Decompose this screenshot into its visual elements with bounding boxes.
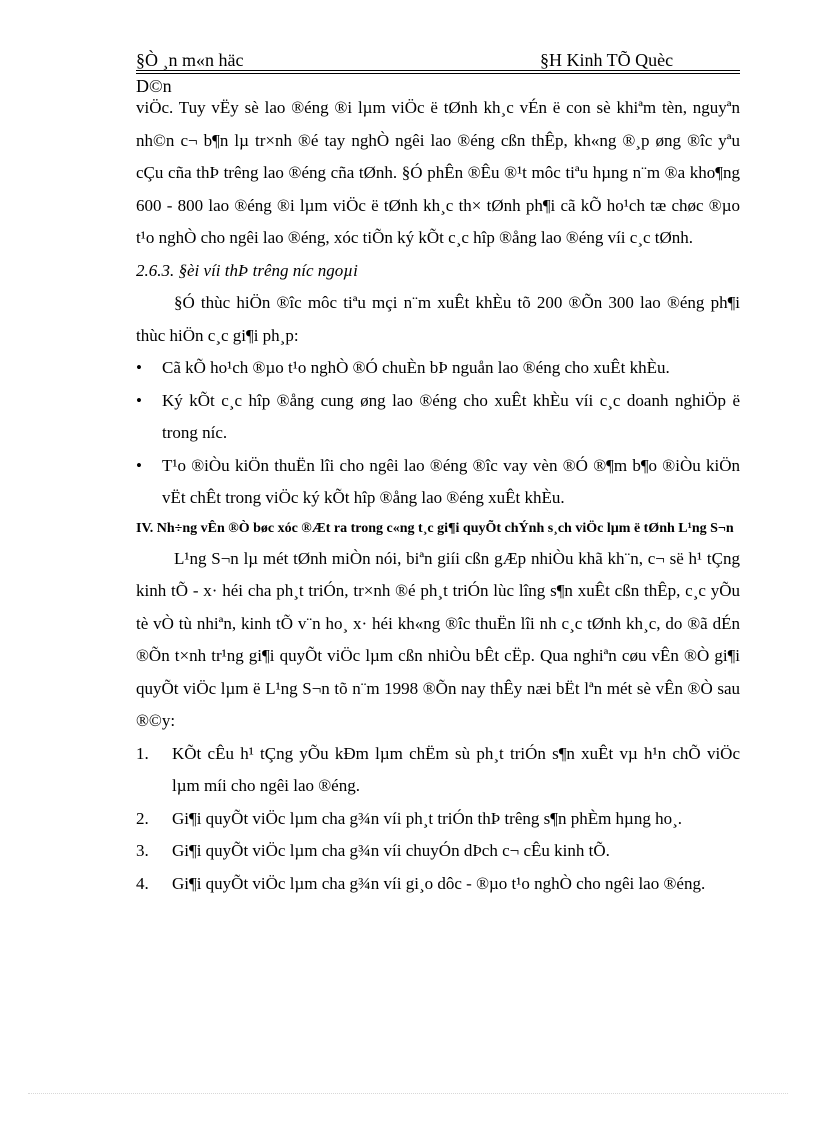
footer-divider bbox=[28, 1093, 788, 1094]
item-text: KÕt cÊu h¹ tÇng yÕu kÐm lµm chËm sù ph¸t triÓn s¶n xuÊt vµ h¹n chÕ viÖc lµm míi cho ngêi lao ®éng. bbox=[172, 743, 740, 795]
item-number: 4. bbox=[136, 873, 149, 893]
bullet-text: Ký kÕt c¸c hîp ®ång cung øng lao ®éng cho xuÊt khÈu víi c¸c doanh nghiÖp ë trong níc. bbox=[162, 390, 740, 442]
item-number: 1. bbox=[136, 743, 149, 763]
numbered-item bbox=[136, 868, 740, 901]
item-text: Gi¶i quyÕt viÖc lµm cha g¾n víi chuyÓn dÞch c¬ cÊu kinh tÕ. bbox=[172, 841, 610, 860]
header-left-title: §Ò ¸n m«n häc bbox=[136, 50, 244, 70]
section-heading: IV. Nh÷ng vÊn ®Ò bøc xóc ®Æt ra trong c«ng t¸c gi¶i quyÕt chÝnh s¸ch viÖc lµm ë tØnh L¹ng S¬n bbox=[136, 520, 734, 536]
item-number: 2. bbox=[136, 808, 149, 828]
paragraph-3: L¹ng S¬n lµ mét tØnh miÒn nói, biªn giíi cßn gÆp nhiÒu khã kh¨n, c¬ së h¹ tÇng kinh tÕ - x· héi cha ph¸t triÓn, tr×nh ®é ph¸t triÓn lùc lîng s¶n xuÊt cßn thÊp, c¸c yÕu tè vÒ tù nhiªn, kinh tÕ v¨n ho¸ x· héi kh«ng ®îc thuËn lîi nh c¸c tØnh kh¸c, do ®ã dÉn ®Õn t×nh tr¹ng gi¶i quyÕt viÖc lµm cßn nhiÒu bÊt cËp. Qua nghiªn cøu vÊn ®Ò gi¶i quyÕt viÖc lµm ë L¹ng S¬n tõ n¨m 1998 ®Õn nay thÊy næi bËt lªn mét sè vÊn ®Ò sau ®©y: bbox=[136, 548, 740, 730]
header-right-title: §H Kinh TÕ Quèc bbox=[540, 50, 674, 70]
item-number: 3. bbox=[136, 841, 149, 860]
bullet-text: Cã kÕ ho¹ch ®µo t¹o nghÒ ®Ó chuÈn bÞ nguån lao ®éng cho xuÊt khÈu. bbox=[162, 358, 670, 377]
paragraph-1: viÖc. Tuy vËy sè lao ®éng ®i lµm viÖc ë tØnh kh¸c vÉn ë con sè khiªm tèn, nguyªn nh©n c¬ b¶n lµ tr×nh ®é tay nghÒ ngêi lao ®éng cßn thÊp, kh«ng ®¸p øng ®îc yªu cÇu cña thÞ trêng lao ®éng cña tØnh. §Ó phÊn ®Êu ®¹t môc tiªu hµng n¨m ®a kho¶ng 600 - 800 lao ®éng ®i lµm viÖc ë tØnh kh¸c th× tØnh ph¶i cã kÕ ho¹ch tæ chøc ®µo t¹o nghÒ cho ngêi lao ®éng, xóc tiÕn ký kÕt c¸c hîp ®ång lao ®éng víi c¸c tØnh. bbox=[136, 98, 740, 247]
numbered-item bbox=[136, 803, 740, 836]
numbered-item bbox=[136, 738, 740, 803]
item-text: Gi¶i quyÕt viÖc lµm cha g¾n víi ph¸t triÓn thÞ trêng s¶n phÈm hµng ho¸. bbox=[172, 808, 683, 828]
bullet-icon: • bbox=[136, 358, 142, 377]
header-rule bbox=[136, 70, 740, 71]
bullet-item bbox=[136, 352, 740, 385]
bullet-icon: • bbox=[136, 455, 142, 475]
header-right-continuation: D©n bbox=[136, 76, 172, 96]
header-rule-secondary bbox=[136, 73, 740, 74]
subsection-heading: 2.6.3. §èi víi thÞ trêng níc ngoµi bbox=[136, 260, 358, 280]
bullet-item bbox=[136, 450, 740, 515]
bullet-icon: • bbox=[136, 390, 142, 410]
document-body bbox=[136, 92, 740, 900]
numbered-item bbox=[136, 835, 740, 868]
bullet-text: T¹o ®iÒu kiÖn thuËn lîi cho ngêi lao ®éng ®îc vay vèn ®Ó ®¶m b¶o ®iÒu kiÖn vËt chÊt trong viÖc ký kÕt hîp ®ång lao ®éng xuÊt khÈu. bbox=[162, 455, 740, 507]
bullet-item bbox=[136, 385, 740, 450]
item-text: Gi¶i quyÕt viÖc lµm cha g¾n víi gi¸o dôc - ®µo t¹o nghÒ cho ngêi lao ®éng. bbox=[172, 873, 706, 893]
paragraph-2: §Ó thùc hiÖn ®îc môc tiªu mçi n¨m xuÊt khÈu tõ 200 ®Õn 300 lao ®éng ph¶i thùc hiÖn c¸c gi¶i ph¸p: bbox=[136, 293, 740, 345]
